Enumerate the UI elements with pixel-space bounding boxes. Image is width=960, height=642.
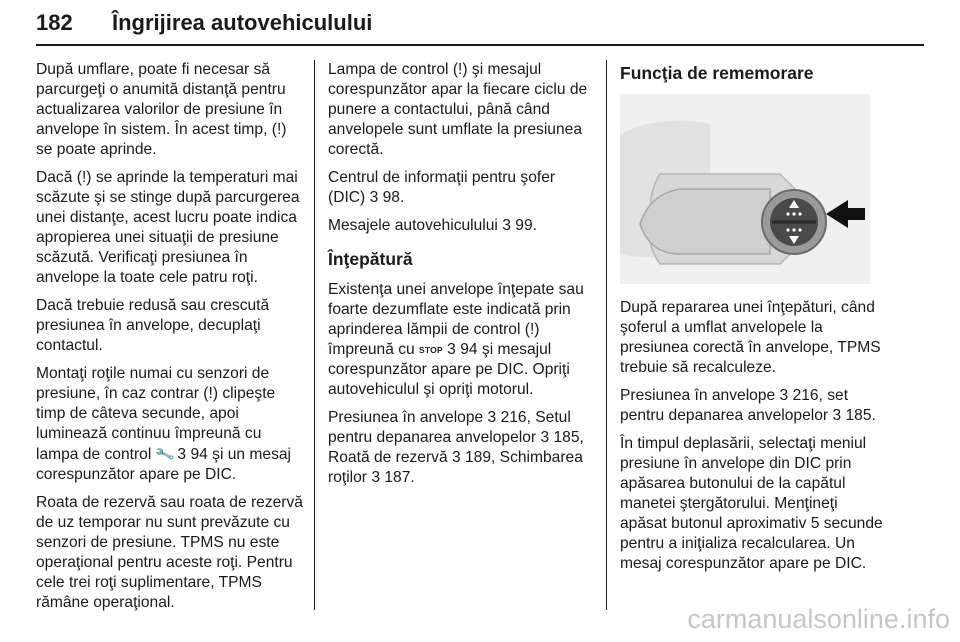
tpms-warning-icon: (!) — [452, 61, 468, 78]
page-reference[interactable]: 216, set pentru depanarea anvelopelor — [620, 387, 849, 424]
ref-arrow-icon[interactable]: 3 — [371, 469, 381, 486]
paragraph: Dacă trebuie redusă sau crescută presiunea în anvelope, decuplaţi contactul. — [36, 297, 270, 354]
page-header — [36, 4, 924, 44]
column-divider-1 — [314, 60, 315, 610]
page-reference[interactable]: 98. — [382, 189, 405, 206]
tpms-warning-icon: (!) — [203, 385, 219, 402]
page-reference[interactable]: 185, Roată de rezervă — [328, 429, 584, 466]
page-reference[interactable]: 216, Setul pentru depanarea anvelopelor — [328, 409, 571, 446]
paragraph: Lampa de control (!) şi mesajul corespunzător apar la fiecare ciclu de punere a contactului, până când anvelopele sunt umflate la presiunea corectă. — [328, 61, 588, 158]
column-2 — [328, 60, 596, 496]
page-title: Îngrijirea autovehiculului — [112, 10, 373, 35]
paragraph: După umflare, poate fi necesar să parcurgeţi o anumită distanţă pentru actualizarea valorilor de presiune în anvelope în sistem. În acest timp, (!) se poate aprinde. — [36, 61, 287, 158]
ref-arrow-icon[interactable]: 3 — [177, 446, 187, 463]
ref-arrow-icon[interactable]: 3 — [502, 217, 511, 234]
page-reference[interactable]: 94 — [190, 446, 208, 463]
paragraph: Roata de rezervă sau roata de rezervă de uz temporar nu sunt prevăzute cu senzori de presiune. TPMS nu este operaţional pentru aceste roţi. Pentru cele trei roţi suplimentare, TPMS rămâne operaţional. — [36, 494, 303, 611]
paragraph: Existenţa unei anvelope înţepate sau foarte dezumflate este indicată prin aprinderea lămpii de control (!) împreună cu STOP 3 94 şi mesajul corespunzător apare pe DIC. Opriţi autovehiculul şi opriţi motorul. — [328, 281, 584, 398]
page-reference[interactable]: 94 — [460, 341, 478, 358]
column-divider-2 — [606, 60, 607, 610]
ref-arrow-icon[interactable]: 3 — [487, 409, 497, 426]
wiper-stalk-figure — [620, 94, 870, 284]
ref-arrow-icon[interactable]: 3 — [369, 189, 379, 206]
tpms-warning-icon: (!) — [271, 121, 287, 138]
page-reference[interactable]: 187. — [384, 469, 415, 486]
wrench-icon: 🔧 — [153, 443, 176, 465]
page-reference[interactable]: 185. — [845, 407, 876, 424]
ref-arrow-icon[interactable]: 3 — [779, 387, 789, 404]
paragraph: Mesajele autovehiculului 3 99. — [328, 217, 537, 234]
watermark: carmanualsonline.info — [687, 604, 950, 634]
page-reference[interactable]: 189, Schimbarea roţilor — [328, 449, 583, 486]
paragraph: Dacă (!) se aprinde la temperaturi mai scăzute şi se stinge după parcurgerea unei distanţe, acest lucru poate indica apropierea unei situaţii de presiune scăzută. Verificaţi presiunea în anvelope la toate cele patru roţi. — [36, 169, 300, 286]
column-3 — [620, 60, 888, 582]
header-rule — [36, 44, 924, 46]
page-number: 182 — [36, 10, 73, 35]
ref-arrow-icon[interactable]: 3 — [451, 449, 461, 466]
paragraph: Montaţi roţile numai cu senzori de presiune, în caz contrar (!) clipeşte timp de câteva secunde, apoi luminează continuu împreună cu lampa de control 🔧 3 94 şi un mesaj corespunzător apare pe DIC. — [36, 365, 292, 483]
paragraph: După repararea unei înţepături, când şoferul a umflat anvelopele la presiunea corectă în anvelope, TPMS trebuie să recalculeze. — [620, 299, 881, 376]
ref-arrow-icon[interactable]: 3 — [832, 407, 842, 424]
wiper-stalk-illustration — [620, 94, 870, 284]
section-heading-reset-function: Funcţia de rememorare — [620, 63, 814, 83]
paragraph: Presiunea în anvelope 3 216, Setul pentru depanarea anvelopelor 3 185, Roată de rezervă 3 189, Schimbarea roţilor 3 187. — [328, 409, 584, 486]
ref-arrow-icon[interactable]: 3 — [447, 341, 456, 358]
tpms-warning-icon: (!) — [76, 169, 92, 186]
section-heading-puncture: Înţepătură — [328, 249, 413, 269]
column-1 — [36, 60, 306, 621]
ref-arrow-icon[interactable]: 3 — [540, 429, 550, 446]
paragraph: Centrul de informaţii pentru şofer (DIC) 3 98. — [328, 169, 556, 206]
page-reference[interactable]: 99. — [515, 217, 537, 234]
stop-icon: STOP — [419, 345, 443, 355]
tpms-warning-icon: (!) — [524, 321, 540, 338]
paragraph: În timpul deplasării, selectaţi meniul presiune în anvelope din DIC prin apăsarea butonului de la capătul manetei ştergătorului. Menţineţi apăsat butonul aproximativ 5 secunde pentru a iniţializa recalcularea. Un mesaj corespunzător apare pe DIC. — [620, 435, 883, 572]
paragraph: Presiunea în anvelope 3 216, set pentru depanarea anvelopelor 3 185. — [620, 387, 876, 424]
